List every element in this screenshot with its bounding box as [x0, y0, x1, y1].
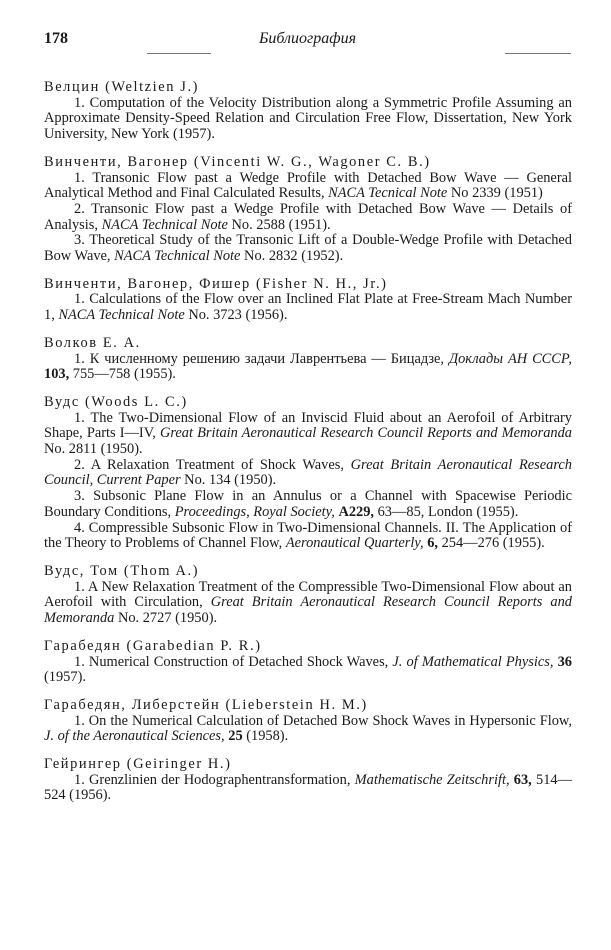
- bib-text: 3. Theoretical Study of the Transonic Lift of a Double-Wedge Profile with Detached Bow Wave,: [44, 232, 572, 265]
- bib-text: 3. Subsonic Plane Flow in an Annulus or a Channel with Spacewise Periodic Boundary Conditions,: [44, 488, 572, 520]
- header-rule-right: [505, 53, 571, 54]
- bib-author: Волков Е. А.: [44, 334, 141, 351]
- bib-text: No. 3723 (1956).: [184, 307, 288, 324]
- bib-author: Вудс, Том (Thom A.): [44, 562, 200, 579]
- bib-volume: A229,: [338, 503, 375, 520]
- bib-text: No. 134 (1950).: [180, 472, 277, 489]
- bib-author: Вудс (Woods L. C.): [44, 393, 188, 410]
- bib-source-title: J. of Mathematical Physics,: [392, 653, 554, 670]
- bib-text: 1. On the Numerical Calculation of Detached Bow Shock Waves in Hypersonic Flow,: [74, 712, 572, 729]
- bib-source-title: Aeronautical Quarterly,: [285, 535, 424, 552]
- bib-source-title: NACA Technical Note: [58, 307, 185, 324]
- bib-volume: 36: [557, 653, 572, 670]
- bib-volume: 63,: [513, 771, 532, 788]
- bib-text: (1958).: [242, 728, 289, 745]
- bib-text: No. 2811 (1950).: [44, 441, 143, 458]
- bib-item: [44, 458, 572, 489]
- bib-entry: [44, 336, 572, 383]
- bib-entry: [44, 80, 572, 143]
- bib-author: Винченти, Вагонер (Vincenti W. G., Wagoner C. B.): [44, 153, 431, 170]
- bib-item: [44, 580, 572, 627]
- bib-item: [44, 96, 572, 143]
- bibliography-list: [44, 80, 572, 816]
- bib-author: Гарабедян (Garabedian P. R.): [44, 637, 262, 654]
- bib-item: [44, 714, 572, 745]
- bib-author: Гарабедян, Либерстейн (Lieberstein H. M.): [44, 696, 368, 713]
- bib-item: [44, 773, 572, 804]
- bib-text: 1. К численному решению задачи Лаврентьева — Бицадзе,: [74, 350, 449, 367]
- bib-item: [44, 202, 572, 233]
- bib-item: [44, 352, 572, 383]
- bib-item: [44, 411, 572, 458]
- bib-source-title: NACA Tecnical Note: [328, 185, 448, 202]
- bib-entry: [44, 395, 572, 552]
- bib-item: [44, 233, 572, 264]
- bib-volume: 25: [228, 728, 243, 745]
- page-number: 178: [44, 30, 68, 47]
- bib-text: No. 2727 (1950).: [114, 610, 218, 627]
- bib-entry: [44, 757, 572, 804]
- bib-entry: [44, 698, 572, 745]
- bib-source-title: Mathematische Zeitschrift,: [354, 771, 510, 788]
- bib-text: 2. Transonic Flow past a Wedge Profile with Detached Bow Wave — Details of Analysis,: [44, 200, 572, 233]
- bib-text: 2. A Relaxation Treatment of Shock Waves,: [74, 456, 351, 473]
- bib-text: 755—758 (1955).: [69, 366, 176, 383]
- bib-text: 1. Numerical Construction of Detached Shock Waves,: [74, 653, 393, 670]
- bib-author: Велцин (Weltzien J.): [44, 79, 200, 95]
- bib-text: 1. Transonic Flow past a Wedge Profile with Detached Bow Wave — General Analytical Method and Final Calculated Results,: [44, 169, 572, 202]
- bib-author: Гейрингер (Geiringer H.): [44, 756, 232, 773]
- bib-text: (1957).: [44, 669, 86, 686]
- bib-text: 1. Grenzlinien der Hodographentransformation,: [74, 771, 355, 788]
- bib-text: 1. Computation of the Velocity Distribution along a Symmetric Profile Assuming an Approximate Density-Speed Relation and Circulation Free Flow, Dissertation, New York University, New York (1957).: [44, 94, 572, 143]
- bib-text: No. 2832 (1952).: [240, 248, 344, 265]
- bib-author: Винченти, Вагонер, Фишер (Fisher N. H., Jr.): [44, 275, 388, 292]
- bib-item: [44, 655, 572, 686]
- bib-item: [44, 171, 572, 202]
- bib-text: 63—85, London (1955).: [374, 503, 519, 520]
- bib-source-title: Great Britain Aeronautical Research Council Reports and Memoranda: [159, 425, 572, 442]
- bib-text: 254—276 (1955).: [438, 535, 545, 552]
- bib-source-title: Proceedings, Royal Society,: [174, 503, 335, 520]
- bib-entry: [44, 639, 572, 686]
- header-rule-left: [147, 53, 211, 54]
- bib-text: 514—524 (1956).: [44, 771, 572, 804]
- bib-text: 4. Compressible Subsonic Flow in Two-Dimensional Channels. II. The Application of the Theory to Problems of Channel Flow,: [44, 519, 572, 552]
- bib-source-title: Great Britain Aeronautical Research Council, Current Paper: [44, 456, 572, 489]
- page-header: [44, 30, 571, 56]
- running-title: Библиография: [258, 30, 357, 47]
- bib-source-title: NACA Technical Note: [101, 216, 228, 233]
- bib-entry: [44, 277, 572, 324]
- bib-source-title: Доклады АН СССР,: [448, 350, 573, 367]
- bib-source-title: J. of the Aeronautical Sciences,: [44, 728, 225, 745]
- bib-item: [44, 521, 572, 552]
- bib-volume: 103,: [44, 366, 70, 383]
- bib-text: 1. The Two-Dimensional Flow of an Inviscid Fluid about an Aerofoil of Arbitrary Shape, Parts I—IV,: [44, 409, 572, 442]
- bib-source-title: Great Britain Aeronautical Research Council Reports and Memoranda: [44, 594, 572, 627]
- bib-source-title: NACA Technical Note: [114, 248, 241, 265]
- bib-entry: [44, 564, 572, 627]
- bib-item: [44, 292, 572, 323]
- bib-text: 1. Calculations of the Flow over an Inclined Flat Plate at Free-Stream Mach Number 1,: [44, 291, 572, 324]
- bib-volume: 6,: [427, 535, 438, 552]
- bib-text: 1. A New Relaxation Treatment of the Compressible Two-Dimensional Flow about an Aerofoil with Circulation,: [44, 578, 572, 611]
- bib-entry: [44, 155, 572, 265]
- bib-item: [44, 489, 572, 520]
- bib-text: No. 2588 (1951).: [227, 216, 331, 233]
- bib-text: No 2339 (1951): [447, 185, 543, 202]
